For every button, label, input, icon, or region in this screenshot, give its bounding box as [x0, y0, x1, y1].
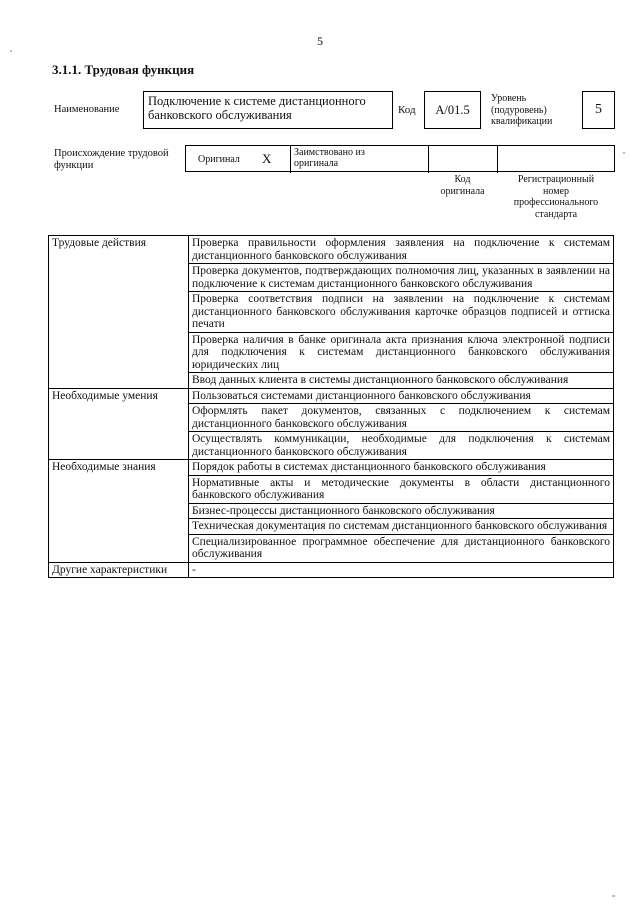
knowledge-item: Порядок работы в системах дистанционного банковского обслуживания: [189, 460, 614, 476]
original-label: Оригинал: [198, 154, 240, 165]
level-label-line: квалификации: [491, 116, 553, 127]
scan-mark: [612, 895, 615, 897]
function-table: [48, 235, 614, 578]
borrowed-label-line: оригинала: [294, 158, 339, 169]
knowledge-item: Нормативные акты и методические документы в области дистанционного банковского обслуживания: [189, 475, 614, 503]
labor-action-item: Проверка документов, подтверждающих полномочия лиц, указанных в заявлении на подключение к системам дистанционного банковского обслуживания: [189, 264, 614, 292]
other-value: -: [189, 562, 614, 578]
scan-mark: [10, 50, 12, 52]
scan-mark: [623, 152, 625, 154]
origin-label: [54, 148, 169, 171]
function-name-value: Подключение к системе дистанционного банковского обслуживания: [148, 94, 366, 122]
borrowed-cell: [291, 146, 429, 173]
original-mark: X: [262, 151, 272, 166]
level-label: [491, 93, 552, 128]
origin-label-line: Происхождение трудовой: [54, 148, 169, 159]
skill-item: Осуществлять коммуникации, необходимые для подключения к системам дистанционного банковского обслуживания: [189, 432, 614, 460]
origin-row: [185, 145, 615, 172]
category-knowledge: Необходимые знания: [49, 460, 189, 563]
registration-number-cell: [498, 146, 616, 173]
table-row: [49, 236, 614, 264]
borrowed-label-line: Заимствовано из: [294, 147, 365, 158]
code-field: [424, 91, 481, 129]
caption-line: оригинала: [440, 185, 485, 197]
knowledge-item: Специализированное программное обеспечение для дистанционного банковского обслуживания: [189, 534, 614, 562]
level-label-line: (подуровень): [491, 104, 547, 116]
category-labor-actions: Трудовые действия: [49, 236, 189, 389]
table-row: [49, 388, 614, 404]
caption-line: Код: [454, 174, 471, 185]
knowledge-item: Бизнес-процессы дистанционного банковского обслуживания: [189, 503, 614, 519]
labor-action-item: Проверка правильности оформления заявления на подключение к системам дистанционного банковского обслуживания: [189, 236, 614, 264]
skill-item: Пользоваться системами дистанционного банковского обслуживания: [189, 388, 614, 404]
table-row: [49, 460, 614, 476]
level-field: [582, 91, 615, 129]
section-title: 3.1.1. Трудовая функция: [52, 62, 195, 77]
labor-action-item: Проверка наличия в банке оригинала акта признания ключа электронной подписи для подключения к системам дистанционного банковского обслуживания юридических лиц: [189, 332, 614, 373]
original-code-caption: [428, 174, 497, 197]
caption-line: профессионального: [513, 197, 599, 208]
level-label-line: Уровень: [491, 93, 527, 104]
caption-line: Регистрационный: [517, 174, 595, 185]
labor-action-item: Проверка соответствия подписи на заявлении на подключение к системам дистанционного банковского обслуживания карточке образцов подписей и оттиска печати: [189, 292, 614, 333]
knowledge-item: Техническая документация по системам дистанционного банковского обслуживания: [189, 519, 614, 535]
category-skills: Необходимые умения: [49, 388, 189, 460]
origin-label-line: функции: [54, 159, 94, 171]
caption-line: номер: [543, 185, 569, 197]
original-cell: [186, 146, 291, 173]
caption-line: стандарта: [534, 208, 578, 220]
skill-item: Оформлять пакет документов, связанных с подключением к системам дистанционного банковского обслуживания: [189, 404, 614, 432]
function-name-field: [143, 91, 393, 129]
page-number: 5: [317, 34, 323, 48]
table-row: [49, 562, 614, 578]
name-label: Наименование: [54, 104, 120, 115]
original-code-cell: [429, 146, 498, 173]
labor-action-item: Ввод данных клиента в системы дистанционного банковского обслуживания: [189, 373, 614, 389]
category-other: Другие характеристики: [49, 562, 189, 578]
code-value: A/01.5: [435, 102, 470, 117]
registration-number-caption: [497, 174, 615, 220]
code-label: Код: [398, 104, 416, 116]
borrowed-label: [294, 147, 365, 169]
level-value: 5: [595, 102, 602, 117]
